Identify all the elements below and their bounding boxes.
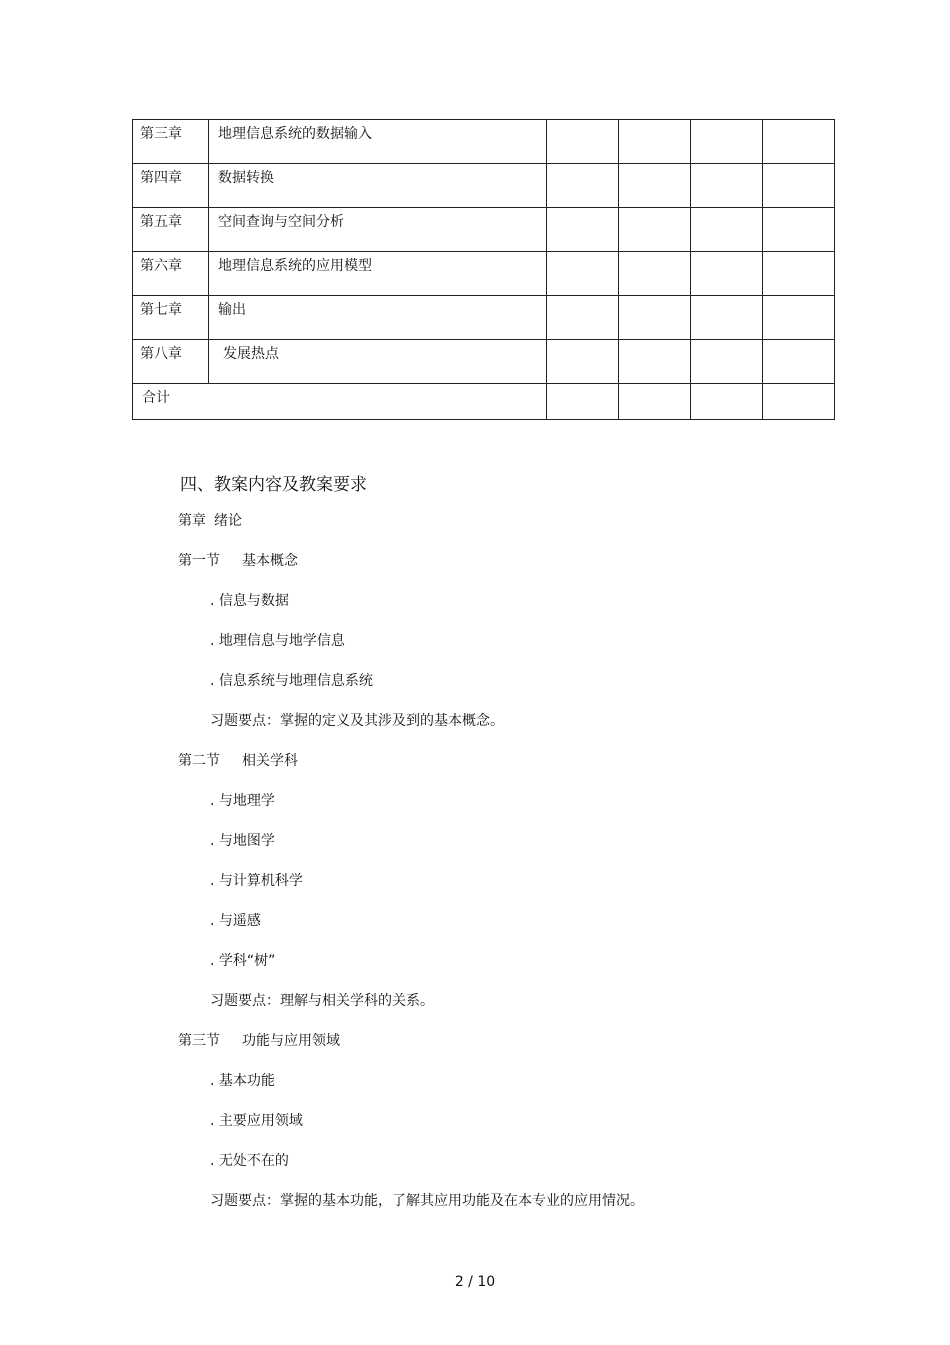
empty-cell [547, 164, 619, 208]
empty-cell [547, 252, 619, 296]
empty-cell [619, 120, 691, 164]
chapter-cell: 第四章 [133, 164, 209, 208]
table-row [133, 252, 835, 296]
section-name: 功能与应用领域 [242, 1033, 340, 1049]
list-item: . 与地图学 [210, 833, 275, 849]
section-heading-1 [178, 550, 298, 570]
list-item: . 信息与数据 [210, 593, 289, 609]
empty-cell [763, 252, 835, 296]
list-item: . 基本功能 [210, 1073, 275, 1089]
empty-cell [763, 164, 835, 208]
table-total-row [133, 384, 835, 420]
list-item: . 与地理学 [210, 793, 275, 809]
list-item: . 信息系统与地理信息系统 [210, 673, 373, 689]
chapter-title-cell: 地理信息系统的数据输入 [209, 120, 547, 164]
key-points: 习题要点：理解与相关学科的关系。 [210, 993, 434, 1009]
empty-cell [691, 296, 763, 340]
section-label: 第三节 [178, 1033, 220, 1049]
empty-cell [691, 120, 763, 164]
list-item: . 与遥感 [210, 913, 261, 929]
section-name: 基本概念 [242, 553, 298, 569]
section-heading-2 [178, 750, 298, 770]
empty-cell [619, 164, 691, 208]
empty-cell [619, 340, 691, 384]
empty-cell [619, 208, 691, 252]
table-row [133, 208, 835, 252]
table-row [133, 340, 835, 384]
empty-cell [763, 208, 835, 252]
empty-cell [619, 296, 691, 340]
empty-cell [547, 296, 619, 340]
chapter-heading [178, 510, 242, 530]
list-item: . 学科“树” [210, 953, 276, 969]
table-row [133, 296, 835, 340]
chapter-cell: 第五章 [133, 208, 209, 252]
chapter-title-cell: 地理信息系统的应用模型 [209, 252, 547, 296]
total-label-cell: 合计 [133, 384, 547, 420]
chapter-cell: 第八章 [133, 340, 209, 384]
chapter-title-cell: 发展热点 [209, 340, 547, 384]
empty-cell [619, 252, 691, 296]
empty-cell [763, 384, 835, 420]
table-row [133, 120, 835, 164]
empty-cell [691, 208, 763, 252]
empty-cell [763, 120, 835, 164]
chapter-cell: 第七章 [133, 296, 209, 340]
chapter-title-cell: 空间查询与空间分析 [209, 208, 547, 252]
chapter-cell: 第六章 [133, 252, 209, 296]
chapter-label: 第章 [178, 513, 206, 529]
empty-cell [763, 340, 835, 384]
section-heading-3 [178, 1030, 340, 1050]
empty-cell [763, 296, 835, 340]
section-label: 第一节 [178, 553, 220, 569]
chapter-title-cell: 输出 [209, 296, 547, 340]
section-name: 相关学科 [242, 753, 298, 769]
empty-cell [691, 340, 763, 384]
list-item: . 主要应用领域 [210, 1113, 303, 1129]
empty-cell [619, 384, 691, 420]
table-row [133, 164, 835, 208]
chapter-name: 绪论 [214, 513, 242, 529]
key-points: 习题要点：掌握的定义及其涉及到的基本概念。 [210, 713, 504, 729]
empty-cell [691, 164, 763, 208]
empty-cell [547, 208, 619, 252]
list-item: . 地理信息与地学信息 [210, 633, 345, 649]
page-number: 2 / 10 [454, 1274, 496, 1290]
empty-cell [547, 120, 619, 164]
empty-cell [691, 252, 763, 296]
chapter-title-cell: 数据转换 [209, 164, 547, 208]
empty-cell [547, 340, 619, 384]
empty-cell [691, 384, 763, 420]
list-item: . 与计算机科学 [210, 873, 303, 889]
course-hours-table [132, 119, 835, 420]
empty-cell [547, 384, 619, 420]
key-points: 习题要点：掌握的基本功能，了解其应用功能及在本专业的应用情况。 [210, 1193, 644, 1209]
chapter-cell: 第三章 [133, 120, 209, 164]
section-heading: 四、教案内容及教案要求 [180, 475, 367, 495]
list-item: . 无处不在的 [210, 1153, 289, 1169]
section-label: 第二节 [178, 753, 220, 769]
